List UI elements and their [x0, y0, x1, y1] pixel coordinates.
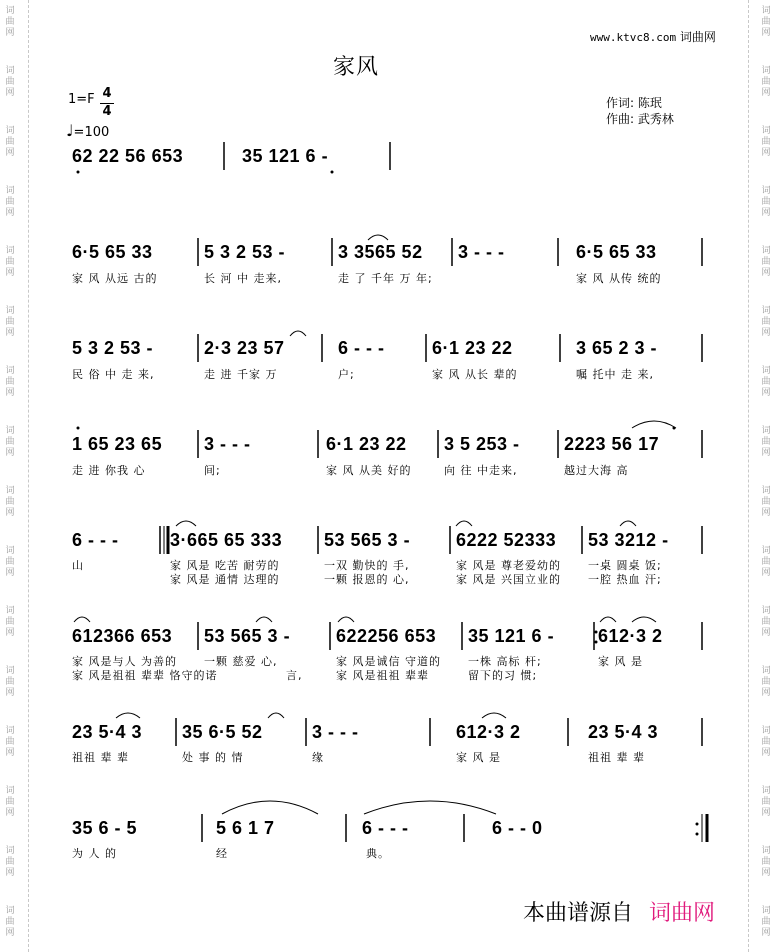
watermark-text: 词 曲 网 [5, 786, 15, 818]
lyric-line: 家 风 从远 古的 [72, 272, 158, 285]
watermark-text: 词 曲 网 [5, 306, 15, 338]
measure-numbers: 6222 52333 [456, 530, 557, 550]
lyric-line: 越过大海 高 [564, 464, 629, 477]
watermark-text: 词 曲 网 [5, 666, 15, 698]
lyric-line: 家 风 从美 好的 [326, 464, 412, 477]
measure-numbers: 23 5·4 3 [72, 722, 143, 742]
watermark-text: 词 曲 网 [5, 246, 15, 278]
lyric-line: 家 风 是 [456, 751, 501, 764]
lyric-line: 为 人 的 [72, 847, 117, 860]
watermark-text: 词 曲 网 [761, 666, 771, 698]
watermark-text: 词 曲 网 [5, 906, 15, 938]
slurs [74, 235, 676, 814]
measure-numbers: 3·665 65 333 [170, 530, 283, 550]
site-url[interactable]: www.ktvc8.com [590, 31, 677, 44]
measure-numbers: 35 121 6 - [242, 146, 329, 166]
watermark-text: 词 曲 网 [761, 906, 771, 938]
lyric-line: 家 风 是 [598, 655, 643, 668]
measure-numbers: 5 3 2 53 - [204, 242, 286, 262]
watermark-text: 词 曲 网 [761, 126, 771, 158]
lyric-line: 一桌 圆桌 饭; [588, 559, 662, 572]
repeat-signs [164, 526, 707, 842]
lyric-line: 山 [72, 559, 84, 572]
lyric-line-verse2: 家 风是祖祖 辈辈 [336, 669, 429, 682]
measure-numbers: 23 5·4 3 [588, 722, 659, 742]
measure-numbers: 6·1 23 22 [326, 434, 407, 454]
lyric-line: 走 进 你我 心 [72, 464, 146, 477]
watermark-text: 词 曲 网 [5, 126, 15, 158]
lyric-line-verse2: 家 风是 通情 达理的 [170, 573, 280, 586]
lyric-line-verse2: 家 风是 兴国立业的 [456, 573, 561, 586]
lyric-line: 祖祖 辈 辈 [72, 751, 129, 764]
lyric-line: 走 了 千年 万 年; [338, 272, 433, 285]
watermark-text: 词 曲 网 [5, 66, 15, 98]
measure-numbers: 6 - - - [338, 338, 385, 358]
measure-numbers: 3 - - - [458, 242, 505, 262]
watermark-text: 词 曲 网 [761, 186, 771, 218]
measure-numbers: 1 65 23 65 [72, 434, 163, 454]
lyric-line: 一颗 慈爱 心, [204, 655, 278, 668]
lyric-line: 长 河 中 走来, [204, 272, 282, 285]
lyric-line: 嘱 托中 走 来, [576, 368, 654, 381]
measure-numbers: 612·3 2 [456, 722, 521, 742]
lyric-line-verse2: 一颗 报恩的 心, [324, 573, 410, 586]
time-signature-bottom: 4 [102, 104, 112, 119]
watermark-text: 词 曲 网 [761, 6, 771, 38]
footer-source [523, 896, 715, 927]
measure-numbers: 5 6 1 7 [216, 818, 275, 838]
lyric-line-verse2: 留下的习 惯; [468, 669, 538, 682]
octave-dots [77, 171, 676, 430]
measure-numbers: 35 6·5 52 [182, 722, 263, 742]
watermark-text: 词 曲 网 [5, 426, 15, 458]
watermark-text: 词 曲 网 [761, 246, 771, 278]
watermark-text: 词 曲 网 [5, 546, 15, 578]
watermark-text: 词 曲 网 [5, 606, 15, 638]
repeat-dots [595, 631, 699, 836]
tempo-value: =100 [73, 125, 110, 140]
measure-numbers: 3 - - - [204, 434, 251, 454]
watermark-text: 词 曲 网 [761, 846, 771, 878]
watermark-text: 词 曲 网 [5, 186, 15, 218]
composer-credit: 作曲: 武秀林 [606, 112, 674, 126]
measure-numbers: 62 22 56 653 [72, 146, 184, 166]
footer-brand[interactable]: 词曲网 [649, 901, 716, 926]
measure-numbers: 6 - - - [362, 818, 409, 838]
measure-numbers: 612·3 2 [598, 626, 663, 646]
measure-numbers: 3 - - - [312, 722, 359, 742]
watermark-text: 词 曲 网 [761, 786, 771, 818]
lyric-line-verse2: 一腔 热血 汗; [588, 573, 662, 586]
measure-numbers: 6·5 65 33 [72, 242, 153, 262]
measure-numbers: 6·1 23 22 [432, 338, 513, 358]
watermark-text: 词 曲 网 [761, 66, 771, 98]
measure-numbers: 2·3 23 57 [204, 338, 285, 358]
measure-numbers: 3 3565 52 [338, 242, 423, 262]
measure-numbers: 3 65 2 3 - [576, 338, 658, 358]
watermark-text: 词 曲 网 [761, 486, 771, 518]
song-title: 家风 [333, 55, 380, 80]
lyric-line: 走 进 千家 万 [204, 368, 278, 381]
watermark-text: 词 曲 网 [761, 306, 771, 338]
measure-numbers: 3 5 253 - [444, 434, 520, 454]
lyricist-credit: 作词: 陈珉 [606, 96, 662, 110]
watermark-text: 词 曲 网 [761, 606, 771, 638]
measure-numbers: 35 121 6 - [468, 626, 555, 646]
measure-numbers: 53 565 3 - [204, 626, 291, 646]
lyric-line: 一株 高标 杆; [468, 655, 542, 668]
lyric-line: 一双 勤快的 手, [324, 559, 410, 572]
measure-numbers: 35 6 - 5 [72, 818, 138, 838]
time-signature-top: 4 [102, 86, 112, 101]
lyric-line: 家 风 从长 辈的 [432, 368, 518, 381]
measure-numbers: 53 3212 - [588, 530, 669, 550]
watermark-text: 词 曲 网 [761, 426, 771, 458]
lyric-line: 经 [216, 847, 228, 860]
lyric-line: 处 事 的 情 [182, 751, 244, 764]
watermark-text: 词 曲 网 [761, 726, 771, 758]
lyric-line: 家 风是与人 为善的 [72, 655, 177, 668]
measure-numbers: 622256 653 [336, 626, 437, 646]
key-signature: 1=F [68, 92, 95, 107]
watermark-text: 词 曲 网 [5, 726, 15, 758]
lyric-line-verse2: 家 风是祖祖 辈辈 恪守的诺 [72, 669, 218, 682]
watermark-text: 词 曲 网 [761, 546, 771, 578]
measure-numbers: 2223 56 17 [564, 434, 660, 454]
lyric-line: 家 风是 吃苦 耐劳的 [170, 559, 280, 572]
watermark-text: 词 曲 网 [5, 846, 15, 878]
lyric-line-verse2: 言, [286, 669, 303, 682]
lyric-line: 缘 [312, 751, 324, 764]
measure-numbers: 6 - - 0 [492, 818, 543, 838]
lyric-line: 典。 [366, 847, 390, 860]
lyric-line: 家 风 从传 统的 [576, 272, 662, 285]
lyric-line: 户; [338, 368, 355, 381]
watermark-text: 词 曲 网 [761, 366, 771, 398]
measure-numbers: 6·5 65 33 [576, 242, 657, 262]
quarter-note-icon: ♩ [66, 121, 74, 140]
watermark-text: 词 曲 网 [5, 366, 15, 398]
measure-numbers: 6 - - - [72, 530, 119, 550]
lyric-line: 家 风是 尊老爱幼的 [456, 559, 561, 572]
site-name[interactable]: 词曲网 [679, 30, 716, 44]
lyric-line: 向 往 中走来, [444, 464, 518, 477]
watermark-text: 词 曲 网 [5, 486, 15, 518]
lyric-line: 家 风是诚信 守道的 [336, 655, 441, 668]
measure-numbers: 53 565 3 - [324, 530, 411, 550]
lyric-line: 祖祖 辈 辈 [588, 751, 645, 764]
watermark-text: 词 曲 网 [5, 6, 15, 38]
measure-numbers: 5 3 2 53 - [72, 338, 154, 358]
measure-numbers: 612366 653 [72, 626, 173, 646]
footer-text: 本曲谱源自 [523, 901, 634, 926]
lyric-line: 间; [204, 464, 221, 477]
lyric-line: 民 俗 中 走 来, [72, 368, 155, 381]
bar-lines [160, 142, 702, 842]
